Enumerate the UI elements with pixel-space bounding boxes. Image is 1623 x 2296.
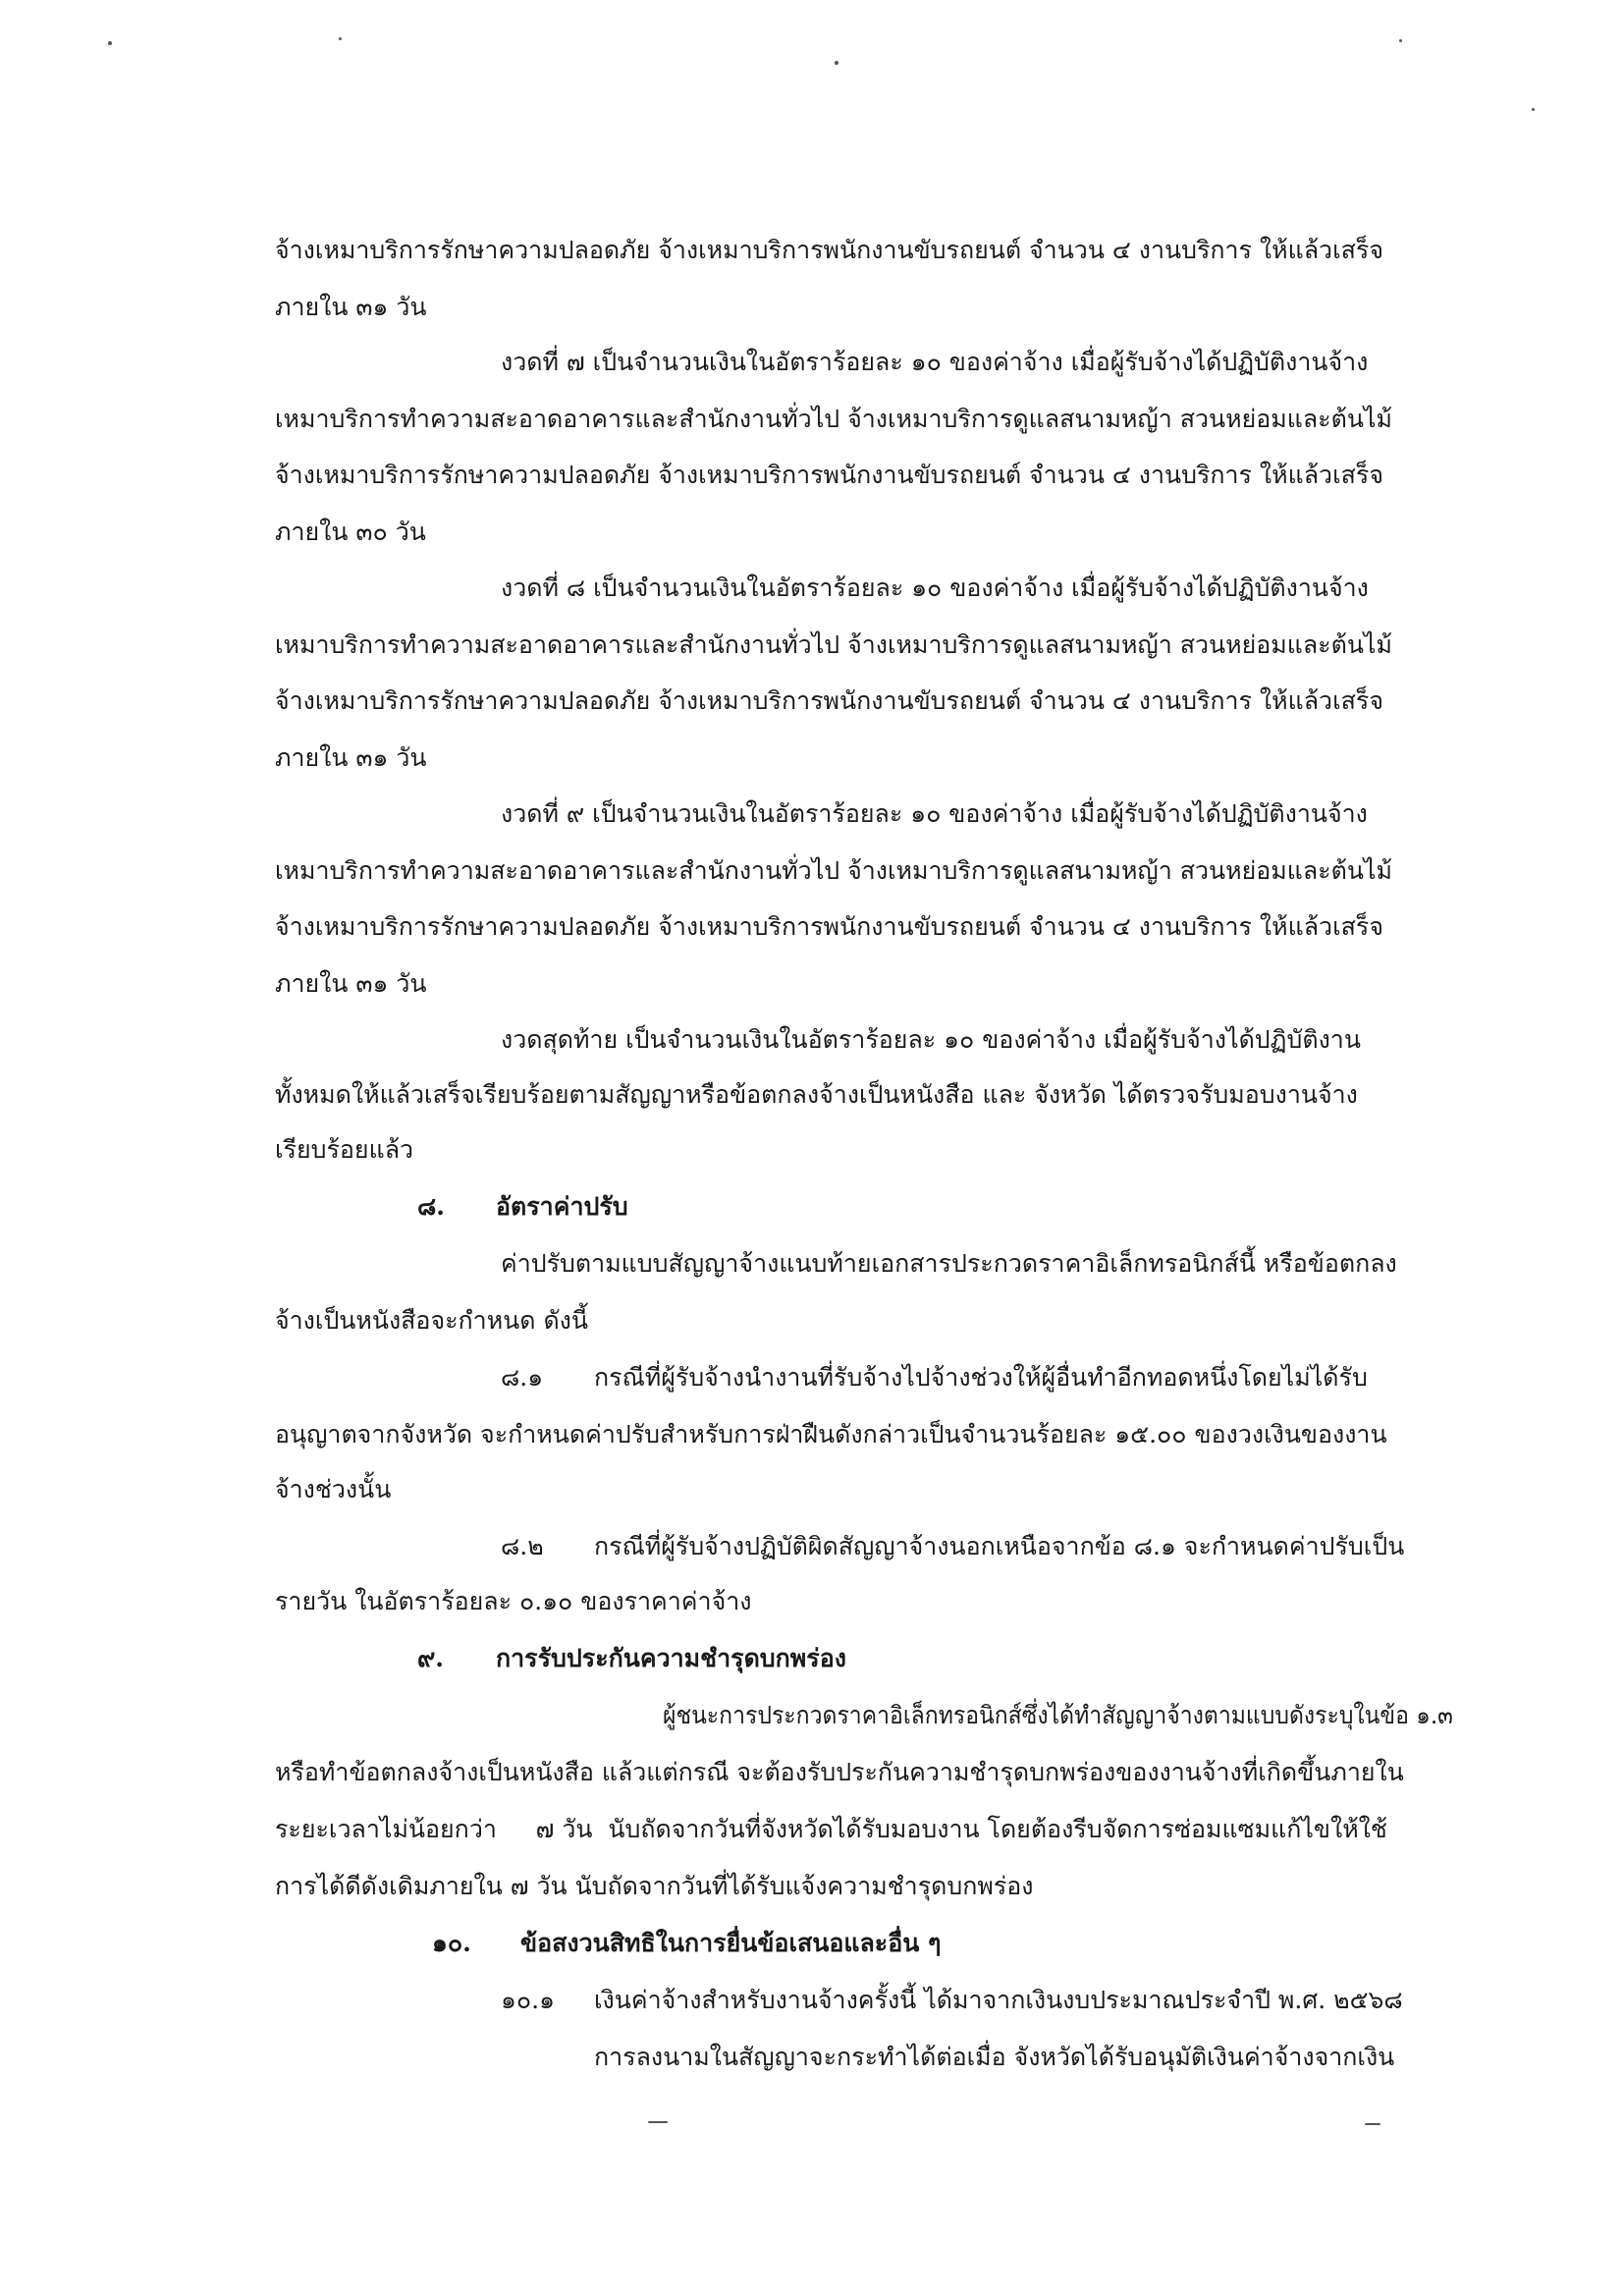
installment-line: จ้างเหมาบริการรักษาความปลอดภัย จ้างเหมาบริการพนักงานขับรถยนต์ จำนวน ๔ งานบริการ ให้แล้วเสร็จ [275, 461, 1383, 489]
installment-line: ภายใน ๓๑ วัน [275, 743, 427, 772]
scan-speck [1365, 2123, 1380, 2125]
scan-speck [108, 41, 112, 45]
scan-speck [648, 2121, 668, 2123]
scan-speck [1532, 108, 1535, 111]
final-installment-line: เรียบร้อยแล้ว [275, 1135, 414, 1164]
installment-line: งวดที่ ๘ เป็นจำนวนเงินในอัตราร้อยละ ๑๐ ของค่าจ้าง เมื่อผู้รับจ้างได้ปฏิบัติงานจ้าง [501, 574, 1369, 602]
section-10-heading: ข้อสงวนสิทธิในการยื่นข้อเสนอและอื่น ๆ [520, 1929, 942, 1957]
installment-line: เหมาบริการทำความสะอาดอาคารและสำนักงานทั่วไป จ้างเหมาบริการดูแลสนามหญ้า สวนหย่อมและต้นไม้ [275, 630, 1392, 659]
section-10-1-number: ๑๐.๑ [501, 1986, 555, 2014]
section-9-text: การได้ดีดังเดิมภายใน ๗ วัน นับถัดจากวันที่ได้รับแจ้งความชำรุดบกพร่อง [275, 1872, 1034, 1900]
section-8-number: ๘. [417, 1192, 445, 1221]
section-8-2-text: กรณีที่ผู้รับจ้างปฏิบัติผิดสัญญาจ้างนอกเหนือจากข้อ ๘.๑ จะกำหนดค่าปรับเป็น [594, 1532, 1405, 1560]
text-line: จ้างเหมาบริการรักษาความปลอดภัย จ้างเหมาบริการพนักงานขับรถยนต์ จำนวน ๔ งานบริการ ให้แล้วเสร็จ [275, 236, 1383, 264]
final-installment-line: ทั้งหมดให้แล้วเสร็จเรียบร้อยตามสัญญาหรือข้อตกลงจ้างเป็นหนังสือ และ จังหวัด ได้ตรวจรับมอบงานจ้าง [275, 1080, 1358, 1109]
section-8-2-text: รายวัน ในอัตราร้อยละ ๐.๑๐ ของราคาค่าจ้าง [275, 1587, 752, 1615]
section-8-2-number: ๘.๒ [501, 1532, 544, 1560]
installment-line: งวดที่ ๙ เป็นจำนวนเงินในอัตราร้อยละ ๑๐ ของค่าจ้าง เมื่อผู้รับจ้างได้ปฏิบัติงานจ้าง [501, 799, 1368, 828]
installment-line: จ้างเหมาบริการรักษาความปลอดภัย จ้างเหมาบริการพนักงานขับรถยนต์ จำนวน ๔ งานบริการ ให้แล้วเสร็จ [275, 686, 1383, 715]
section-8-intro: ค่าปรับตามแบบสัญญาจ้างแนบท้ายเอกสารประกวดราคาอิเล็กทรอนิกส์นี้ หรือข้อตกลง [501, 1249, 1397, 1278]
section-9-text: ผู้ชนะการประกวดราคาอิเล็กทรอนิกส์ซึ่งได้ทำสัญญาจ้างตามแบบดังระบุในข้อ ๑.๓ [663, 1701, 1453, 1729]
scan-speck [835, 61, 839, 65]
section-8-1-text: จ้างช่วงนั้น [275, 1475, 392, 1503]
installment-line: ภายใน ๓๑ วัน [275, 969, 427, 998]
section-8-heading: อัตราค่าปรับ [496, 1192, 628, 1221]
section-9-text: ระยะเวลาไม่น้อยกว่า ๗ วัน นับถัดจากวันที่จังหวัดได้รับมอบงาน โดยต้องรีบจัดการซ่อมแซมแก้ไขให้ใช้ [275, 1815, 1387, 1843]
section-8-intro: จ้างเป็นหนังสือจะกำหนด ดังนี้ [275, 1306, 588, 1335]
installment-line: ภายใน ๓๐ วัน [275, 518, 426, 546]
section-10-number: ๑๐. [432, 1929, 471, 1957]
section-8-1-text: อนุญาตจากจังหวัด จะกำหนดค่าปรับสำหรับการฝ่าฝืนดังกล่าวเป็นจำนวนร้อยละ ๑๕.๐๐ ของวงเงินของงาน [275, 1420, 1387, 1449]
section-10-1-text: การลงนามในสัญญาจะกระทำได้ต่อเมื่อ จังหวัดได้รับอนุมัติเงินค่าจ้างจากเงิน [594, 2043, 1395, 2071]
section-9-heading: การรับประกันความชำรุดบกพร่อง [496, 1644, 846, 1672]
section-9-number: ๙. [417, 1644, 445, 1672]
installment-line: จ้างเหมาบริการรักษาความปลอดภัย จ้างเหมาบริการพนักงานขับรถยนต์ จำนวน ๔ งานบริการ ให้แล้วเสร็จ [275, 912, 1383, 941]
section-8-1-text: กรณีที่ผู้รับจ้างนำงานที่รับจ้างไปจ้างช่วงให้ผู้อื่นทำอีกทอดหนึ่งโดยไม่ได้รับ [594, 1363, 1368, 1392]
scan-speck [1399, 39, 1402, 42]
section-10-1-text: เงินค่าจ้างสำหรับงานจ้างครั้งนี้ ได้มาจากเงินงบประมาณประจำปี พ.ศ. ๒๕๖๘ [594, 1986, 1403, 2014]
section-8-1-number: ๘.๑ [501, 1363, 544, 1392]
installment-line: งวดที่ ๗ เป็นจำนวนเงินในอัตราร้อยละ ๑๐ ของค่าจ้าง เมื่อผู้รับจ้างได้ปฏิบัติงานจ้าง [501, 348, 1369, 376]
section-9-text: หรือทำข้อตกลงจ้างเป็นหนังสือ แล้วแต่กรณี จะต้องรับประกันความชำรุดบกพร่องของงานจ้างที่เกิดขึ้นภายใน [275, 1758, 1404, 1786]
installment-line: เหมาบริการทำความสะอาดอาคารและสำนักงานทั่วไป จ้างเหมาบริการดูแลสนามหญ้า สวนหย่อมและต้นไม้ [275, 856, 1392, 885]
installment-line: เหมาบริการทำความสะอาดอาคารและสำนักงานทั่วไป จ้างเหมาบริการดูแลสนามหญ้า สวนหย่อมและต้นไม้ [275, 405, 1392, 433]
text-line: ภายใน ๓๑ วัน [275, 293, 427, 321]
scan-speck [339, 37, 342, 40]
final-installment-line: งวดสุดท้าย เป็นจำนวนเงินในอัตราร้อยละ ๑๐ ของค่าจ้าง เมื่อผู้รับจ้างได้ปฏิบัติงาน [501, 1025, 1361, 1054]
